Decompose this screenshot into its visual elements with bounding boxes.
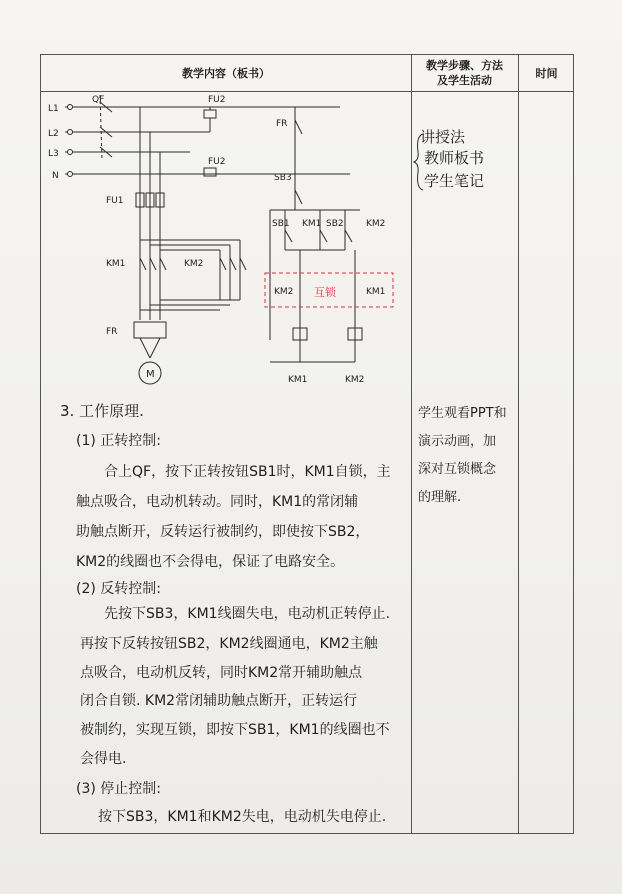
label-sb3: SB3: [274, 173, 292, 183]
circuit-diagram: [40, 90, 410, 395]
label-fr-top: FR: [276, 119, 288, 129]
label-km1-contact: KM1: [302, 219, 322, 229]
label-fu2-mid: FU2: [208, 157, 226, 167]
column-divider-1: [411, 55, 412, 833]
label-sb2: SB2: [326, 219, 344, 229]
label-n: N: [52, 171, 59, 181]
label-fu1: FU1: [106, 196, 124, 206]
activity-line1: 学生观看PPT和: [418, 406, 507, 421]
section-title: 3. 工作原理.: [60, 402, 144, 420]
para1-line2: 触点吸合，电动机转动。同时，KM1的常闭辅: [76, 494, 359, 510]
para2-line5: 被制约，实现互锁，即按下SB1，KM1的线圈也不: [80, 722, 390, 738]
label-km2-main: KM2: [184, 259, 204, 269]
para1-line1: 合上QF，按下正转按钮SB1时，KM1自锁，主: [104, 464, 391, 480]
activity-line4: 的理解.: [418, 490, 462, 505]
method-board-writing: 教师板书: [424, 149, 485, 167]
para1-line4: KM2的线圈也不会得电，保证了电路安全。: [76, 554, 345, 570]
column-divider-2: [518, 55, 519, 833]
subsection-forward-title: (1) 正转控制:: [76, 433, 161, 449]
activity-line2: 演示动画，加: [418, 434, 497, 449]
label-interlock-km1: KM1: [366, 287, 386, 297]
para2-line2: 再按下反转按钮SB2，KM2线圈通电，KM2主触: [80, 636, 378, 652]
label-fr-bottom: FR: [106, 327, 118, 337]
para2-line3: 点吸合，电动机反转，同时KM2常开辅助触点: [80, 665, 363, 681]
label-fu2-top: FU2: [208, 95, 226, 105]
header-content-column: 教学内容（板书）: [182, 67, 270, 80]
label-km1-main: KM1: [106, 259, 126, 269]
label-qf: QF: [92, 95, 105, 105]
para2-line4: 闭合自锁. KM2常闭辅助触点断开，正转运行: [80, 693, 358, 709]
header-steps-column-line2: 及学生活动: [437, 74, 492, 87]
label-l3: L3: [48, 149, 59, 159]
method-lecture: 讲授法: [420, 128, 466, 146]
subsection-reverse-title: (2) 反转控制:: [76, 581, 161, 597]
label-l2: L2: [48, 129, 59, 139]
para2-line1: 先按下SB3，KM1线圈失电，电动机正转停止.: [104, 606, 391, 622]
subsection-stop-title: (3) 停止控制:: [76, 781, 161, 797]
method-student-notes: 学生笔记: [424, 172, 485, 190]
label-km2-contact: KM2: [366, 219, 386, 229]
motor-symbol: M: [146, 369, 155, 380]
header-time-column: 时间: [535, 67, 558, 80]
para2-line6: 会得电.: [80, 751, 127, 767]
label-coil-km2: KM2: [345, 375, 365, 385]
label-l1: L1: [48, 104, 59, 114]
header-steps-column-line1: 教学步骤、方法: [426, 59, 503, 72]
para1-line3: 助触点断开，反转运行被制约，即使按下SB2，: [76, 524, 370, 540]
label-sb1: SB1: [272, 219, 290, 229]
activity-line3: 深对互锁概念: [418, 462, 497, 477]
label-interlock-km2: KM2: [274, 287, 294, 297]
label-coil-km1: KM1: [288, 375, 308, 385]
para3-line1: 按下SB3，KM1和KM2失电，电动机失电停止.: [98, 809, 387, 825]
label-interlock: 互锁: [314, 286, 336, 299]
